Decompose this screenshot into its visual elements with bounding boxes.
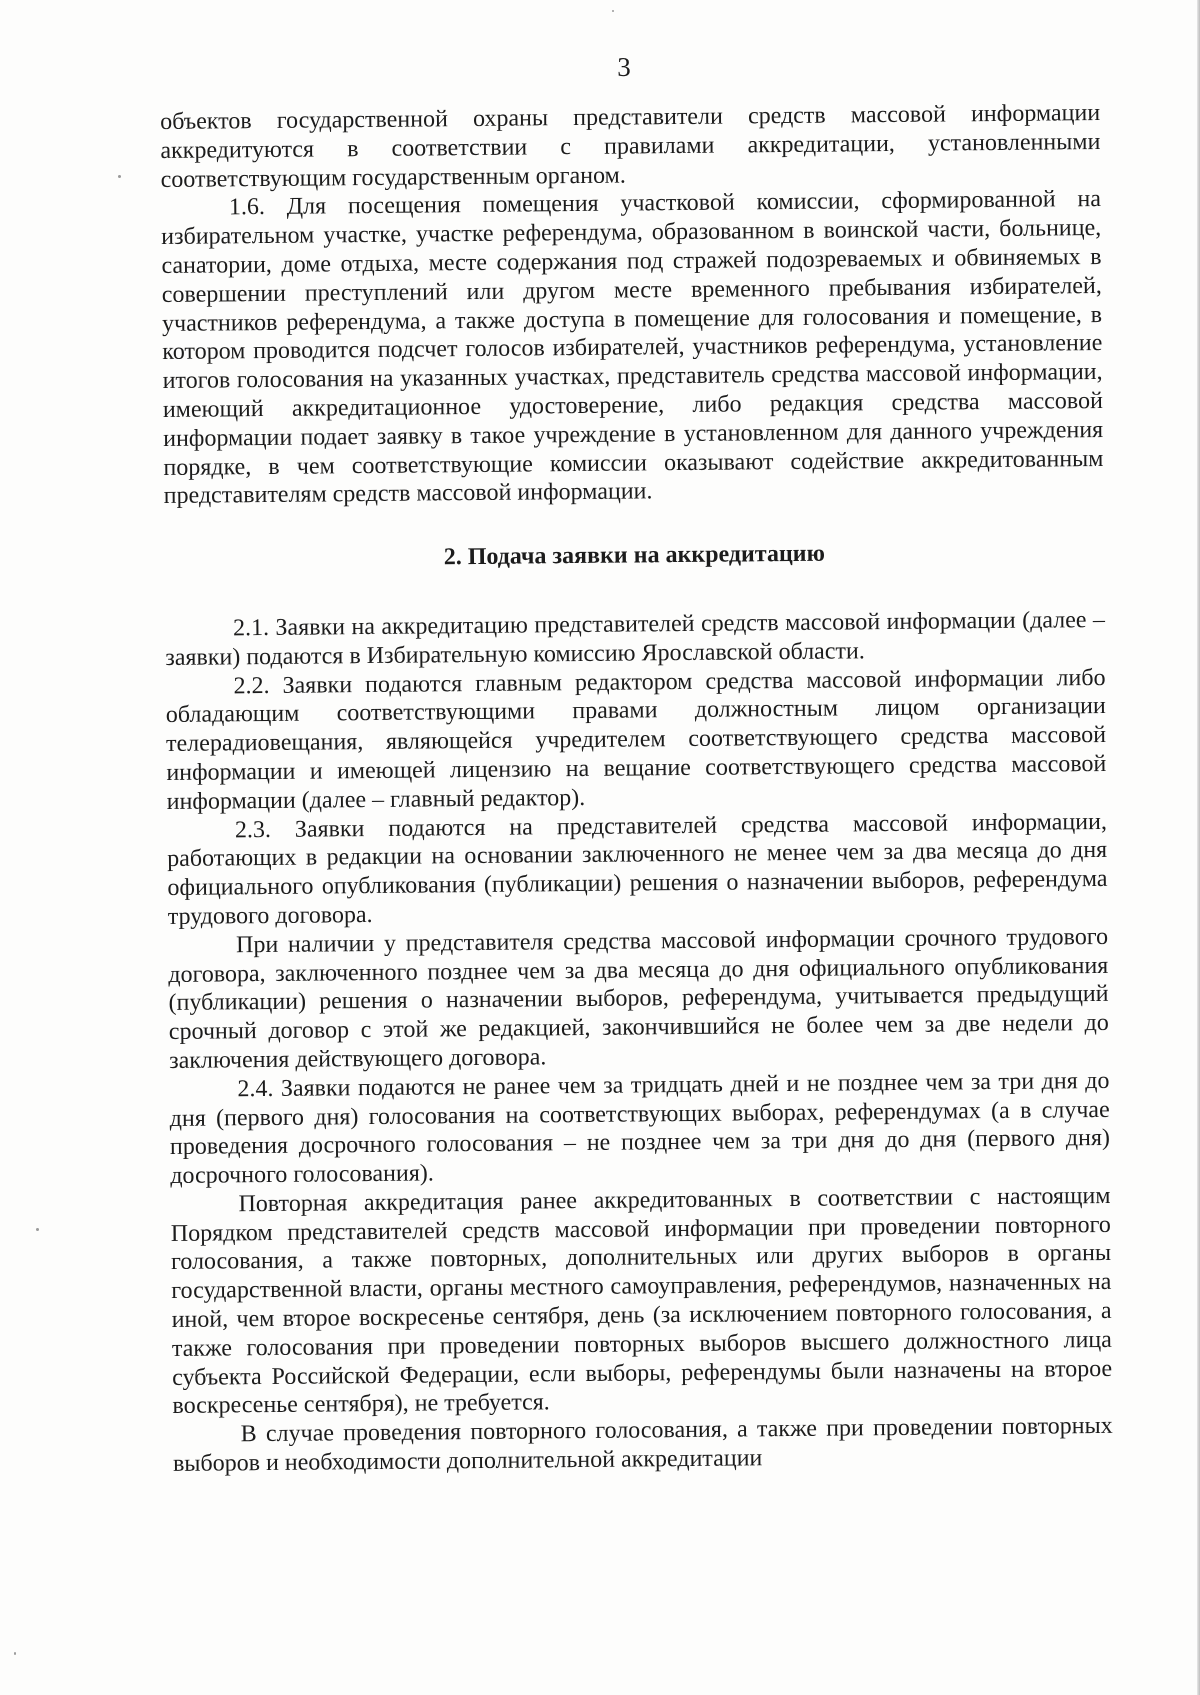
section-heading: 2. Подача заявки на аккредитацию <box>443 540 826 571</box>
paragraph-2-3: 2.3. Заявки подаются на представителей средства массовой информации, работающих в редакции на основании заключенного не менее чем за два месяца до дня официального опубликования (публикации) решения о назначении выборов, референдума трудового договора. <box>167 808 1108 930</box>
paragraph-fixed-term-contract: При наличии у представителя средства массовой информации срочного трудового договора, заключенного позднее чем за два месяца до дня официального опубликования (публикации) решения о назначении выборов, референдума, учитывается предыдущий срочный договор с этой же редакцией, закончившийся не более чем за две недели до заключения действующего договора. <box>168 923 1109 1074</box>
paragraph-continuation: объектов государственной охраны представители средств массовой информации аккредитуются в соответствии с правилами аккредитации, установленными соответствующим государственным органом. <box>160 99 1101 193</box>
scan-speck <box>36 1228 39 1231</box>
paragraph-2-4: 2.4. Заявки подаются не ранее чем за тридцать дней и не позднее чем за три дня до дня (первого дня) голосования на соответствующих выборах, референдумах (а в случае проведения досрочного голосования – не позднее чем за три дня до дня (первого дня) досрочного голосования). <box>169 1067 1111 1190</box>
paragraph-1-6: 1.6. Для посещения помещения участковой комиссии, сформированной на избирательном участке, участке референдума, образованном в воинской части, больнице, санатории, доме отдыха, месте содержания под стражей подозреваемых и обвиняемых в совершении преступлений или другом месте временного пребывания избирателей, участников референдума, а также доступа в помещение для голосования и помещение, в котором проводится подсчет голосов избирателей, участников референдума, установление итогов голосования на указанных участках, представитель средства массовой информации, имеющий аккредитационное удостоверение, либо редакция средства массовой информации подает заявку в такое учреждение в установленном для данного учреждения порядке, в чем соответствующие комиссии оказывают содействие аккредитованным представителям средств массовой информации. <box>161 186 1104 510</box>
paragraph-2-1: 2.1. Заявки на аккредитацию представителей средств массовой информации (далее – заявки) подаются в Избирательную комиссию Ярославской области. <box>165 606 1106 671</box>
page-number: 3 <box>617 52 631 82</box>
scan-speck <box>118 175 121 178</box>
scan-speck <box>612 10 614 12</box>
paragraph-repeat-accreditation: Повторная аккредитация ранее аккредитованных в соответствии с настоящим Порядком представителей средств массовой информации при проведении повторного голосования, а также повторных, дополнительных или других выборов в органы государственной власти, органы местного самоуправления, референдумов, назначенных на иной, чем второе воскресенье сентября, день (за исключением повторного голосования, а также голосования при проведении повторных выборов высшего должностного лица субъекта Российской Федерации, если выборы, референдумы были назначены на второе воскресенье сентября), не требуется. <box>170 1182 1113 1420</box>
paragraph-repeat-voting: В случае проведения повторного голосования, а также при проведении повторных выборов и необходимости дополнительной аккредитации <box>172 1413 1113 1477</box>
scan-speck <box>14 1652 16 1655</box>
document-body <box>160 99 1113 1479</box>
paragraph-2-2: 2.2. Заявки подаются главным редактором средства массовой информации либо обладающим соответствующими правами должностным лицом организации телерадиовещания, являющейся учредителем соответствующего средства массовой информации и имеющей лицензию на вещание соответствующего средства массовой информации (далее – главный редактор). <box>165 664 1107 815</box>
